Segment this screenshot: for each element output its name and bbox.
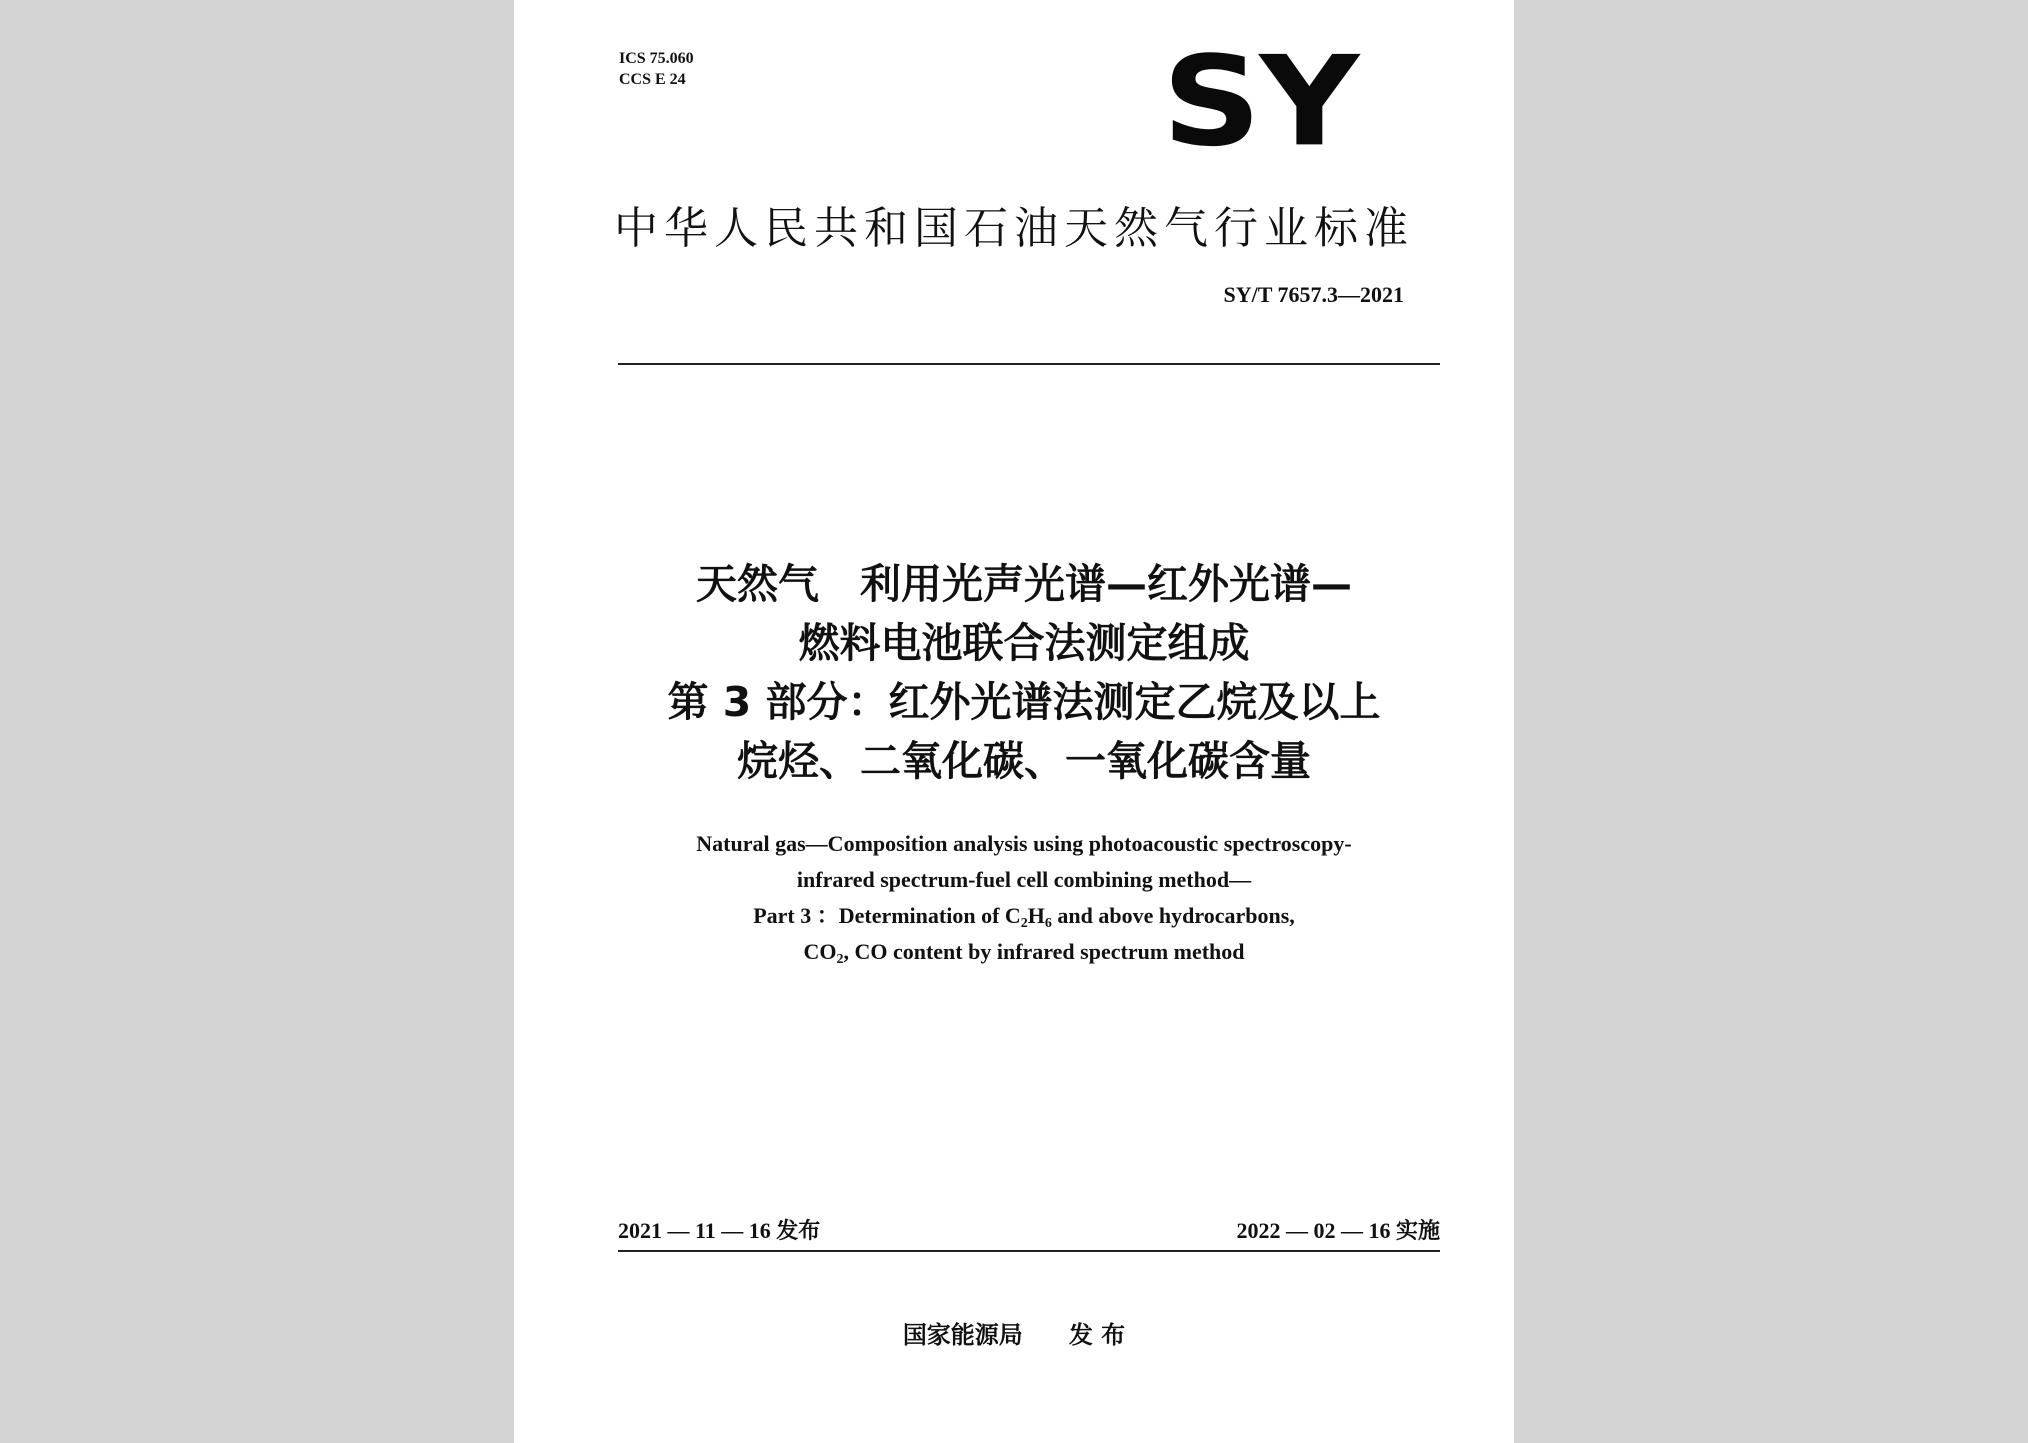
english-title-line-2: infrared spectrum-fuel cell combining method—	[796, 867, 1252, 892]
line3-suffix: and above hydrocarbons,	[1051, 903, 1295, 928]
ccs-code: CCS E 24	[619, 71, 686, 88]
chinese-title-line-1: 天然气 利用光声光谱—红外光谱—	[696, 560, 1352, 608]
standard-type-title: 中华人民共和国石油天然气行业标准	[614, 203, 1414, 254]
english-title-line-4	[574, 934, 1474, 970]
line3-mid: H	[1027, 903, 1045, 928]
bottom-divider	[618, 1250, 1440, 1252]
chinese-title-line-3: 第 3 部分：红外光谱法测定乙烷及以上	[667, 678, 1381, 726]
issue-date: 2021 — 11 — 16 发布	[618, 1218, 821, 1243]
line4-prefix: CO	[803, 939, 837, 964]
standard-code: SY/T 7657.3—2021	[1223, 282, 1404, 307]
line4-sub: 2	[836, 952, 844, 967]
chinese-title-line-4: 烷烃、二氧化碳、一氧化碳含量	[737, 737, 1311, 785]
line3-sub-2: 6	[1044, 916, 1052, 931]
implement-date: 2022 — 02 — 16 实施	[1236, 1218, 1440, 1243]
line4-suffix: , CO content by infrared spectrum method	[843, 939, 1245, 964]
classification-codes	[619, 48, 694, 90]
top-divider	[618, 363, 1440, 365]
sy-logo: SY	[1162, 29, 1358, 175]
line3-prefix: Part 3 ：Determination of C	[753, 903, 1021, 928]
chinese-title-line-2: 燃料电池联合法测定组成	[798, 619, 1250, 667]
chinese-title	[574, 555, 1474, 791]
document-page	[514, 0, 1514, 1443]
english-title-line-1: Natural gas—Composition analysis using photoacoustic spectroscopy-	[696, 831, 1352, 856]
ics-code: ICS 75.060	[619, 50, 694, 67]
publisher-name: 国家能源局	[902, 1321, 1023, 1349]
publisher-line	[514, 1315, 1514, 1350]
english-title-line-3	[574, 898, 1474, 934]
english-title	[574, 826, 1474, 970]
publisher-action: 发 布	[1068, 1321, 1126, 1349]
line3-sub-1: 2	[1020, 916, 1028, 931]
